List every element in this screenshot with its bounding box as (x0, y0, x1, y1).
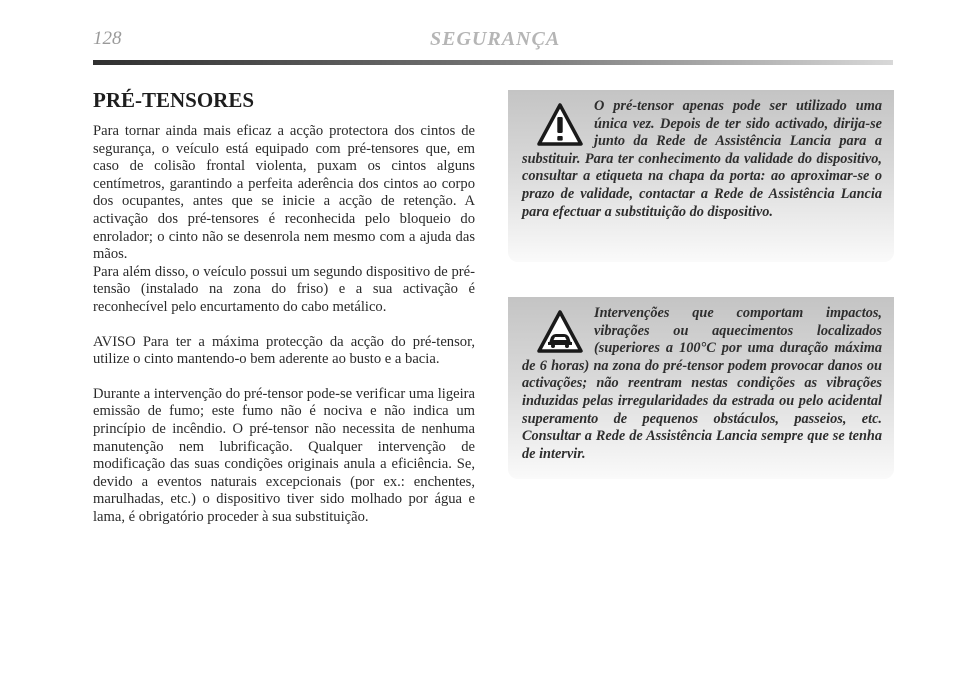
warning-text-interventions: Intervenções que comportam impactos, vibrações ou aquecimentos localizados (superiores a 100°C por uma duração máxima de 6 horas) na zona do pré-tensor podem provocar danos ou activações; não reentram nestas condições as vibrações induzidas pelas irregularidades da estrada ou pelo acidental superamento de pequenos obstáculos, passeios, etc. Consultar a Rede de Assistência Lancia sempre que se tenha de intervir. (522, 305, 882, 462)
page-number: 128 (93, 28, 122, 49)
paragraph-intro: Para tornar ainda mais eficaz a acção protectora dos cintos de segurança, o veículo está equipado com pré-tensores que, em caso de colisão frontal violenta, puxam os cintos alguns centímetros, garantindo a perfeita aderência dos cintos ao corpo dos ocupantes, antes que se inicie a acção de retenção. A activação dos pré-tensores é reconhecida pelo bloqueio do enrolador; o cinto não se desenrola nem mesmo com a ajuda das mãos. (93, 123, 475, 263)
spacer (93, 317, 475, 334)
section-title: SEGURANÇA (430, 28, 561, 50)
paragraph-notice: AVISO Para ter a máxima protecção da acção do pré-tensor, utilize o cinto mantendo-o bem aderente ao busto e a bacia. (93, 333, 475, 368)
header-rule (93, 60, 893, 65)
paragraph-second-device: Para além disso, o veículo possui um segundo dispositivo de pré-tensão (instalado na zona do friso) e a sua activação é reconhecível pelo encurtamento do cabo metálico. (93, 263, 475, 315)
car-caution-icon (536, 309, 584, 355)
paragraph-operation: Durante a intervenção do pré-tensor pode-se verificar uma ligeira emissão de fumo; este fumo não é nociva e não indica um princípio de incêndio. O pré-tensor não necessita de nenhuma manutenção nem lubrificação. Qualquer intervenção de modificação das suas condições originais anula a eficiência. Se, devido a eventos naturais excepcionais (por ex.: enchentes, marulhadas, etc.) o dispositivo tiver sido molhado por água e lama, é obrigatório proceder à sua substituição. (93, 385, 475, 525)
warning-triangle-icon (536, 102, 584, 148)
warning-box-single-use (508, 90, 894, 262)
spacer (93, 369, 475, 386)
main-column (93, 88, 475, 526)
article-heading: PRÉ-TENSORES (93, 88, 255, 112)
warning-box-interventions (508, 297, 894, 479)
warning-text-single-use: O pré-tensor apenas pode ser utilizado uma única vez. Depois de ter sido activado, dirija-se junto da Rede de Assistência Lancia para a substituir. Para ter conhecimento da validade do dispositivo, consultar a etiqueta na chapa da porta: ao aproximar-se o prazo de validade, contactar a Rede de Assistência Lancia para efectuar a substituição do dispositivo. (522, 98, 882, 220)
